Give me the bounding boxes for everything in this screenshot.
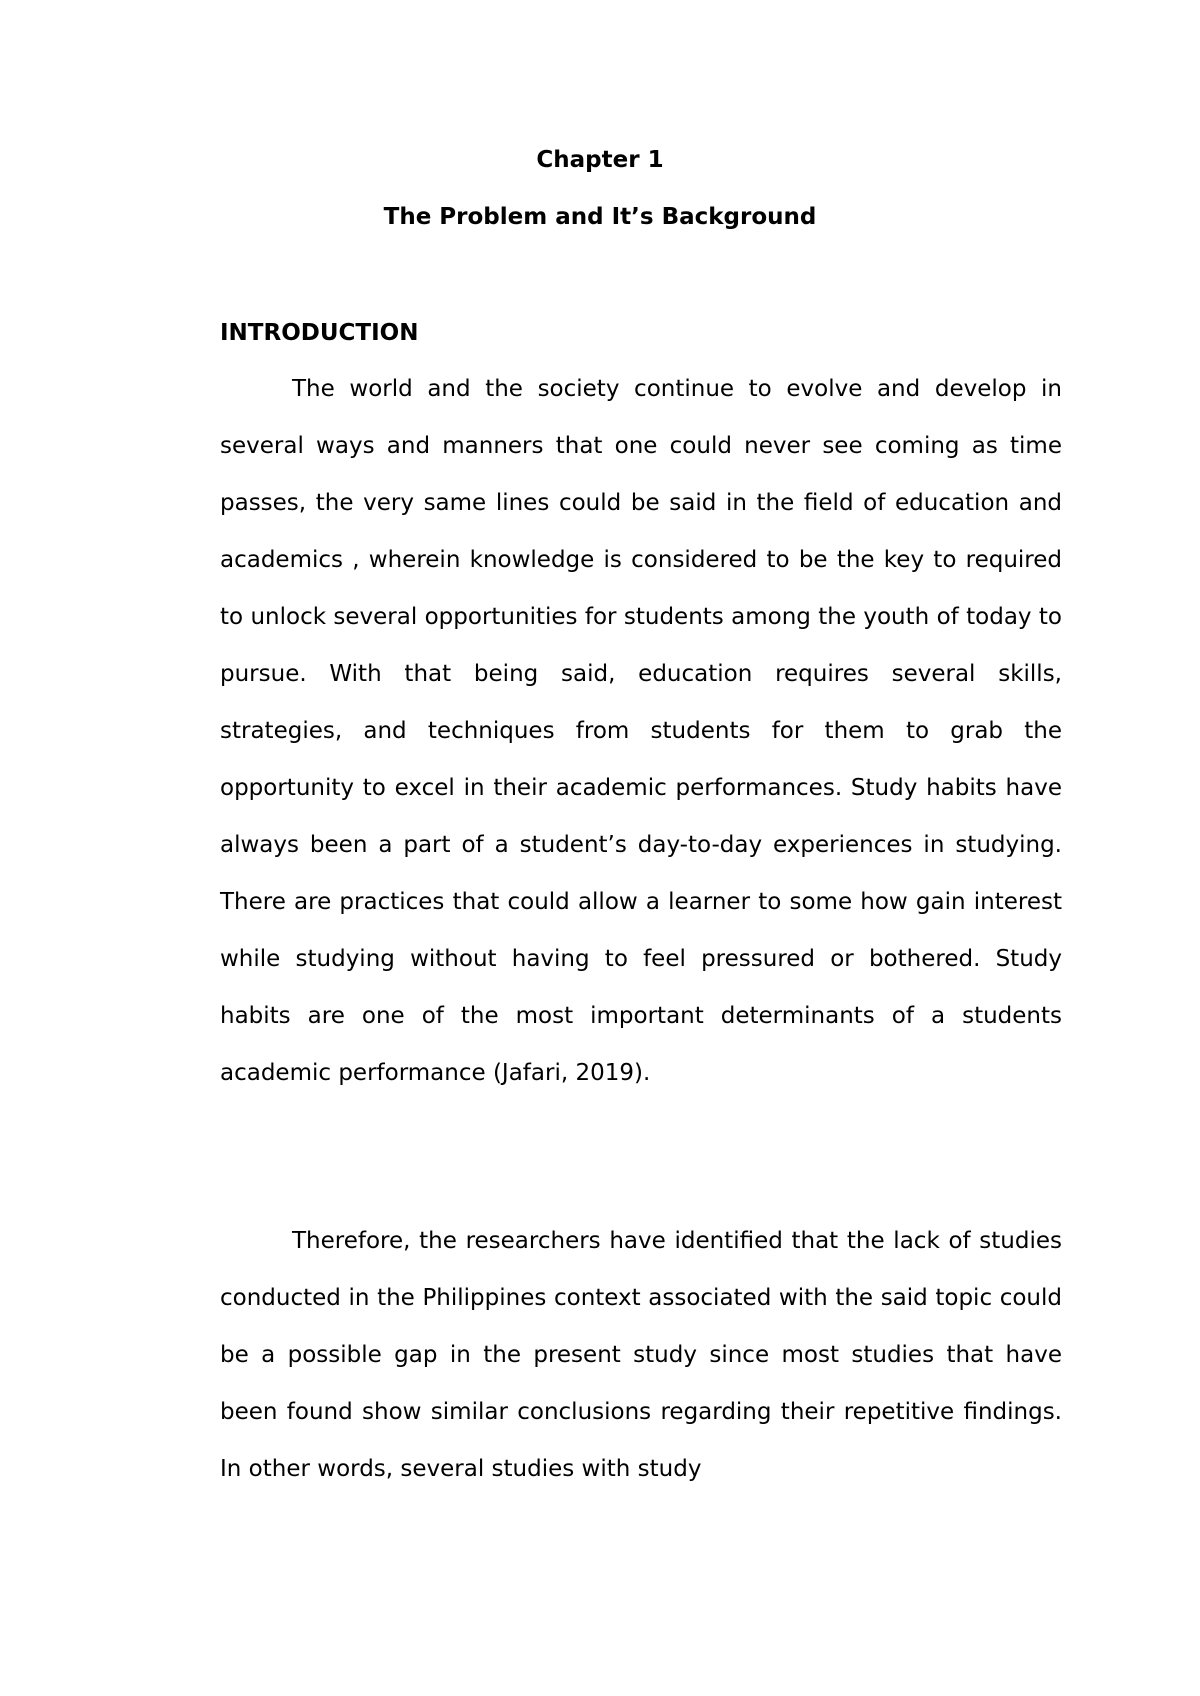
section-heading: INTRODUCTION [220,320,419,346]
body-paragraph: Therefore, the researchers have identified that the lack of studies conducted in the Philippines context associated with the said topic could be a possible gap in the present study since most studies that have been found show similar conclusions regarding their repetitive findings. In other words, several studies with study [220,1228,1062,1482]
chapter-number: Chapter 1 [536,147,664,173]
body-paragraph: The world and the society continue to evolve and develop in several ways and manners that one could never see coming as time passes, the very same lines could be said in the field of education and academics , wherein knowledge is considered to be the key to required to unlock several opportunities for students among the youth of today to pursue. With that being said, education requires several skills, strategies, and techniques from students for them to grab the opportunity to excel in their academic performances. Study habits have always been a part of a student’s day-to-day experiences in studying. There are practices that could allow a learner to some how gain interest while studying without having to feel pressured or bothered. Study habits are one of the most important determinants of a students academic performance (Jafari, 2019). [220,376,1062,1086]
chapter-title: The Problem and It’s Background [383,204,817,230]
